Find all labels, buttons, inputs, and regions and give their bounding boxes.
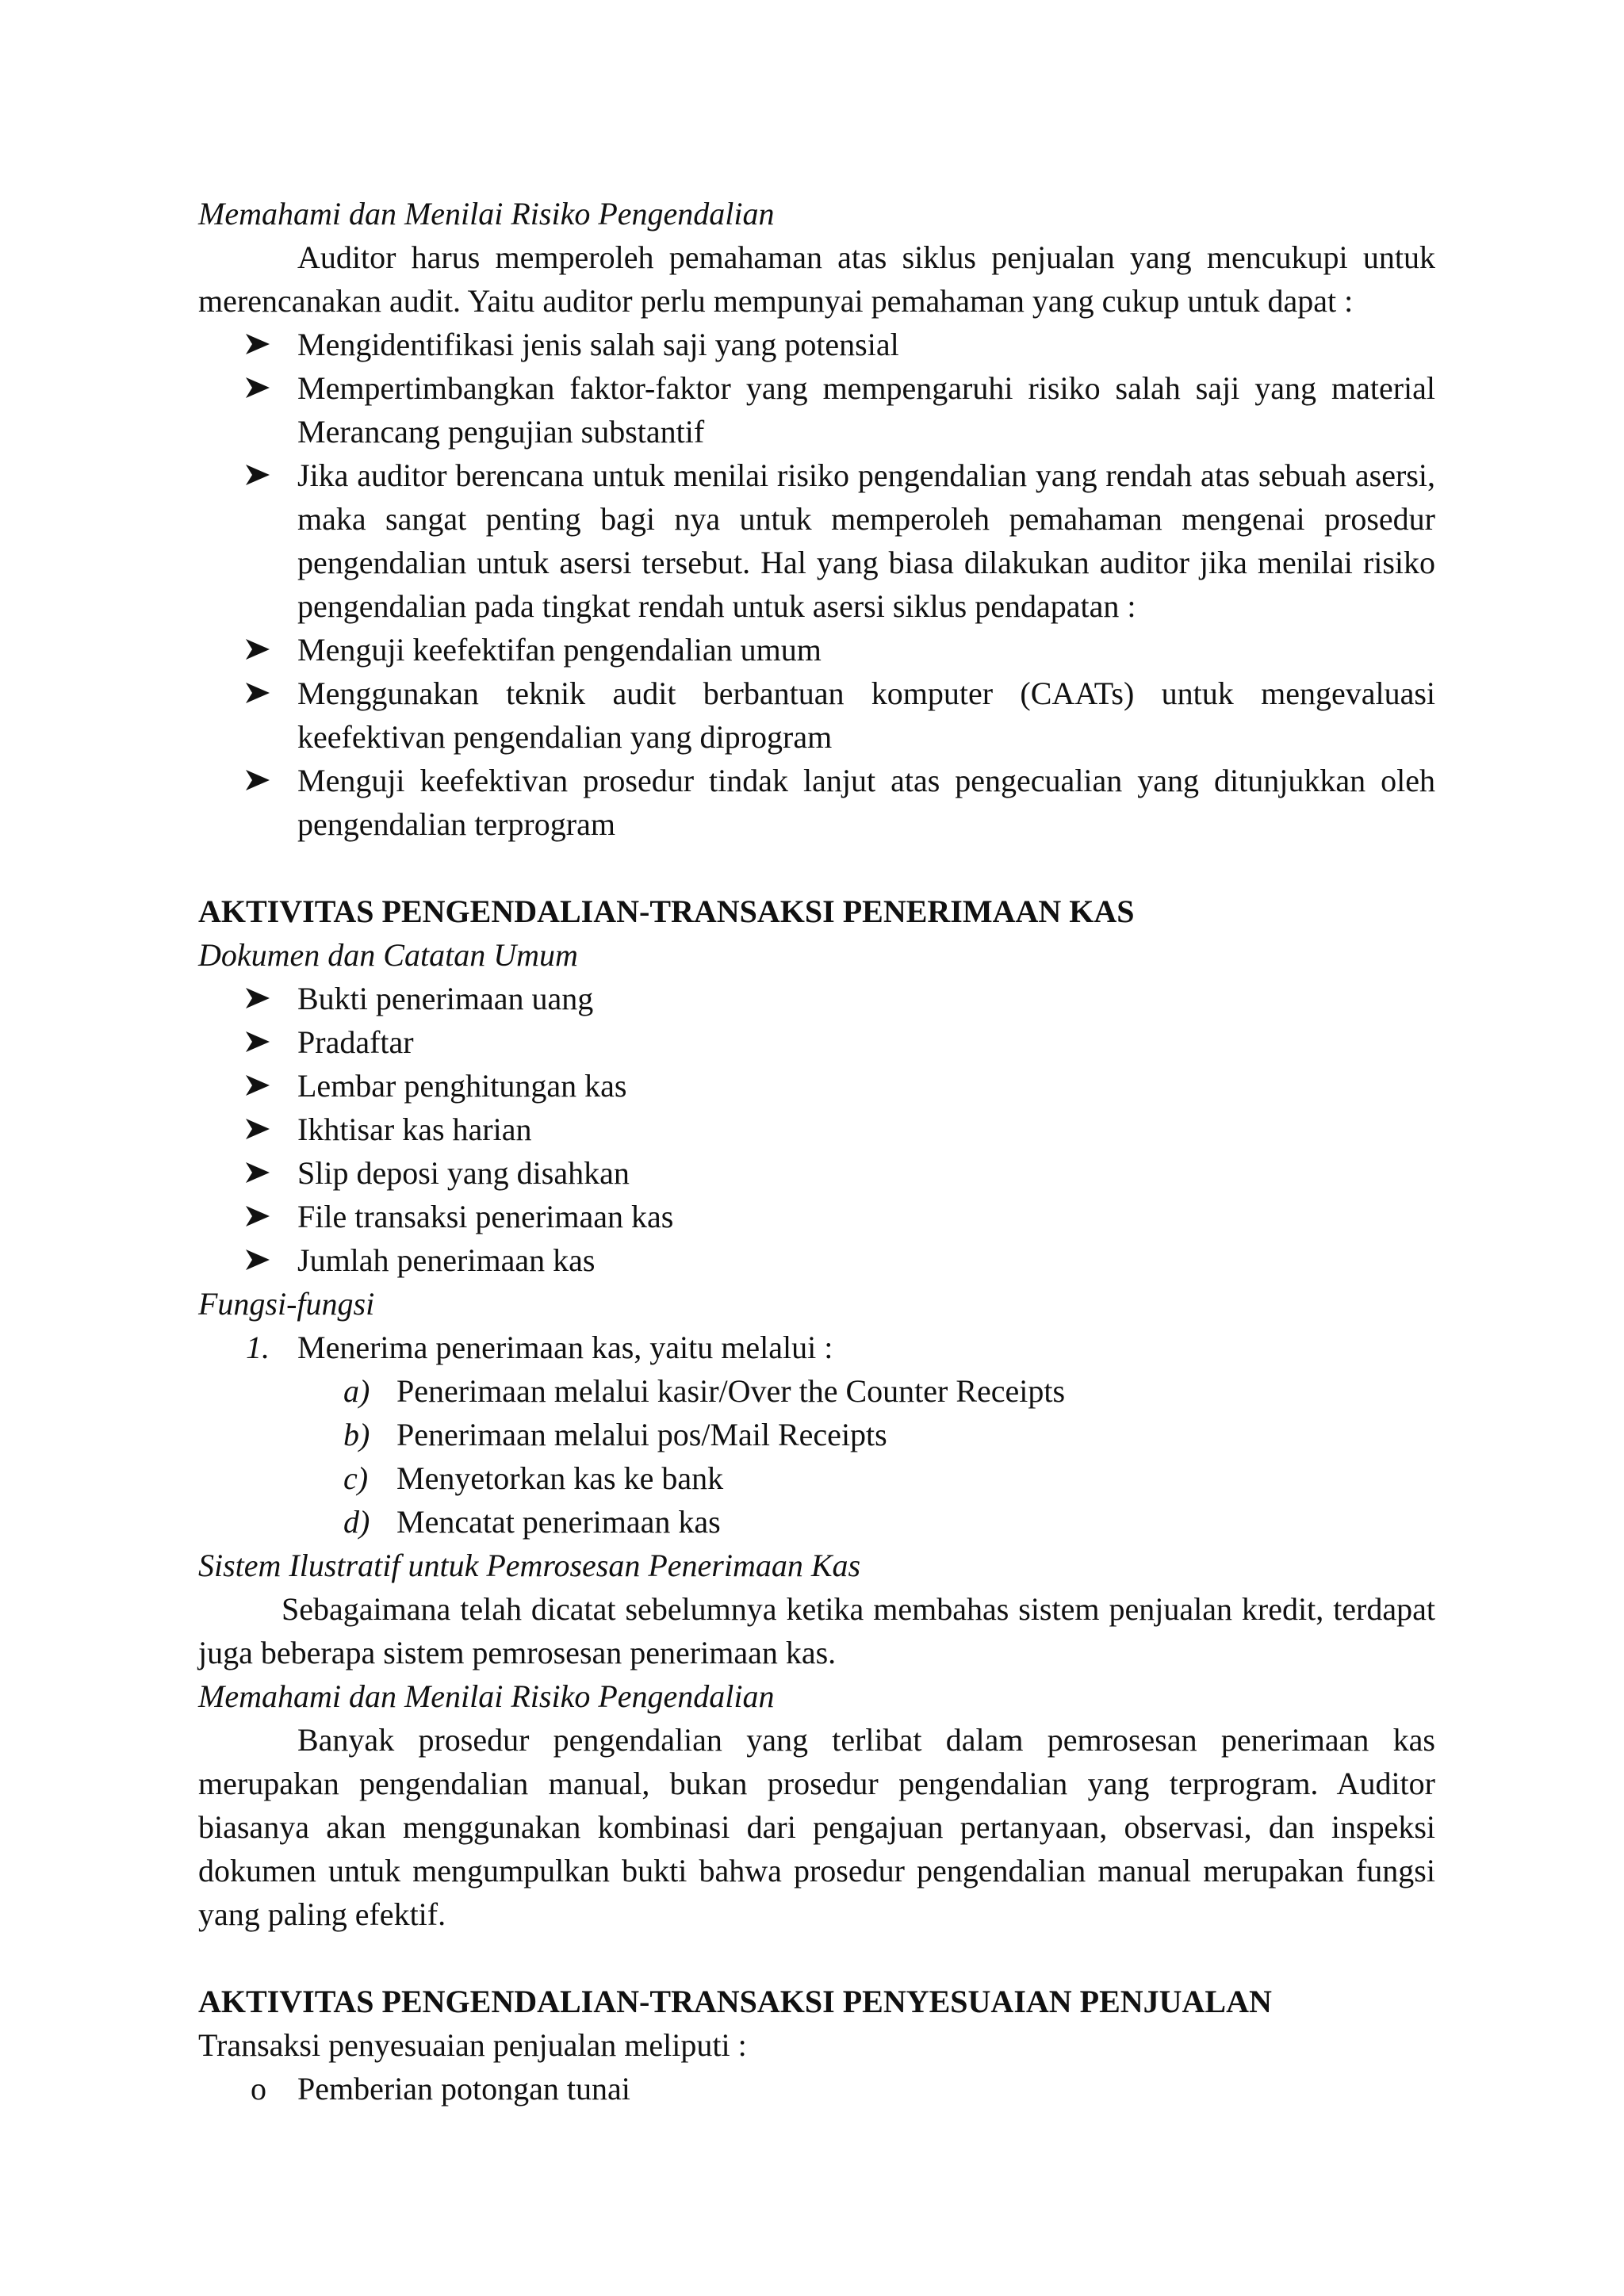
sub-item-text: Penerimaan melalui kasir/Over the Counter Receipts: [396, 1373, 1066, 1409]
subheading-risk: Memahami dan Menilai Risiko Pengendalian: [198, 1678, 775, 1714]
list-item-text: Mengidentifikasi jenis salah saji yang potensial: [297, 327, 899, 362]
sub-item-text: Menyetorkan kas ke bank: [396, 1460, 724, 1496]
sub-item: [198, 1456, 1435, 1500]
list-number: 1.: [246, 1330, 270, 1365]
bullet-list-risk: [198, 323, 1435, 846]
spacer: [198, 1936, 1435, 1980]
list-item: [198, 2067, 1435, 2110]
document-page: [198, 192, 1435, 2110]
system-paragraph: Sebagaimana telah dicatat sebelumnya ketika membahas sistem penjualan kredit, terdapat juga beberapa sistem pemrosesan penerimaan kas.: [198, 1591, 1435, 1670]
sub-item: [198, 1369, 1435, 1413]
list-item-text: Menguji keefektifan pengendalian umum: [297, 632, 822, 668]
list-item: [198, 1108, 1435, 1151]
list-item-text: Slip deposi yang disahkan: [297, 1155, 630, 1191]
adjustments-intro: Transaksi penyesuaian penjualan meliputi :: [198, 2027, 747, 2063]
circle-bullet-icon: o: [251, 2071, 266, 2107]
list-item-text: Mempertimbangkan faktor-faktor yang mempengaruhi risiko salah saji yang material Merancang pengujian substantif: [297, 370, 1435, 450]
numbered-item: [198, 1326, 1435, 1369]
bullet-list-documents: [198, 977, 1435, 1282]
list-item-text: Lembar penghitungan kas: [297, 1068, 627, 1104]
sub-item: [198, 1500, 1435, 1544]
list-item-text: Bukti penerimaan uang: [297, 981, 594, 1016]
list-item-text: Jika auditor berencana untuk menilai risiko pengendalian yang rendah atas sebuah asersi, maka sangat penting bagi nya untuk memperoleh pemahaman mengenai prosedur pengendalian untuk asersi tersebut. Hal yang biasa dilakukan auditor jika menilai risiko pengendalian pada tingkat rendah untuk asersi siklus pendapatan :: [297, 457, 1435, 624]
list-item: [198, 1020, 1435, 1064]
list-item-text: Pradaftar: [297, 1024, 414, 1060]
spacer: [198, 846, 1435, 890]
sub-item: [198, 1413, 1435, 1456]
section-title-cash-receipts: AKTIVITAS PENGENDALIAN-TRANSAKSI PENERIMAAN KAS: [198, 894, 1135, 929]
list-item: [198, 1151, 1435, 1195]
sub-item-marker: c): [343, 1460, 369, 1496]
list-item: [198, 1238, 1435, 1282]
subheading-system: Sistem Ilustratif untuk Pemrosesan Penerimaan Kas: [198, 1548, 861, 1583]
list-item: [198, 323, 1435, 366]
section-title-sales-adjustments: AKTIVITAS PENGENDALIAN-TRANSAKSI PENYESUAIAN PENJUALAN: [198, 1984, 1272, 2019]
subheading-documents: Dokumen dan Catatan Umum: [198, 937, 578, 973]
list-item-text: File transaksi penerimaan kas: [297, 1199, 674, 1234]
intro-paragraph: Auditor harus memperoleh pemahaman atas siklus penjualan yang mencukupi untuk merencanakan audit. Yaitu auditor perlu mempunyai pemahaman yang cukup untuk dapat :: [198, 239, 1435, 319]
list-item: [198, 1195, 1435, 1238]
list-item-text: Menerima penerimaan kas, yaitu melalui :: [297, 1330, 833, 1365]
sub-item-text: Penerimaan melalui pos/Mail Receipts: [396, 1417, 887, 1452]
list-item-text: Jumlah penerimaan kas: [297, 1242, 596, 1278]
sub-item-marker: d): [343, 1504, 370, 1540]
list-item: [198, 366, 1435, 453]
subheading-functions: Fungsi-fungsi: [198, 1286, 375, 1322]
list-item: [198, 672, 1435, 759]
risk-paragraph: Banyak prosedur pengendalian yang terlibat dalam pemrosesan penerimaan kas merupakan pengendalian manual, bukan prosedur pengendalian yang terprogram. Auditor biasanya akan menggunakan kombinasi dari pengajuan pertanyaan, observasi, dan inspeksi dokumen untuk mengumpulkan bukti bahwa prosedur pengendalian manual merupakan fungsi yang paling efektif.: [198, 1722, 1435, 1932]
list-item: [198, 977, 1435, 1020]
sub-item-text: Mencatat penerimaan kas: [396, 1504, 721, 1540]
sub-item-marker: b): [343, 1417, 370, 1452]
list-item: [198, 453, 1435, 628]
list-item: [198, 628, 1435, 672]
list-item-text: Menguji keefektivan prosedur tindak lanjut atas pengecualian yang ditunjukkan oleh pengendalian terprogram: [297, 763, 1435, 842]
list-item: [198, 1064, 1435, 1108]
section-heading-risk: Memahami dan Menilai Risiko Pengendalian: [198, 196, 775, 232]
list-item: [198, 759, 1435, 846]
sub-item-marker: a): [343, 1373, 370, 1409]
list-item-text: Menggunakan teknik audit berbantuan komputer (CAATs) untuk mengevaluasi keefektivan pengendalian yang diprogram: [297, 675, 1435, 755]
list-item-text: Pemberian potongan tunai: [297, 2071, 630, 2107]
list-item-text: Ikhtisar kas harian: [297, 1112, 532, 1147]
